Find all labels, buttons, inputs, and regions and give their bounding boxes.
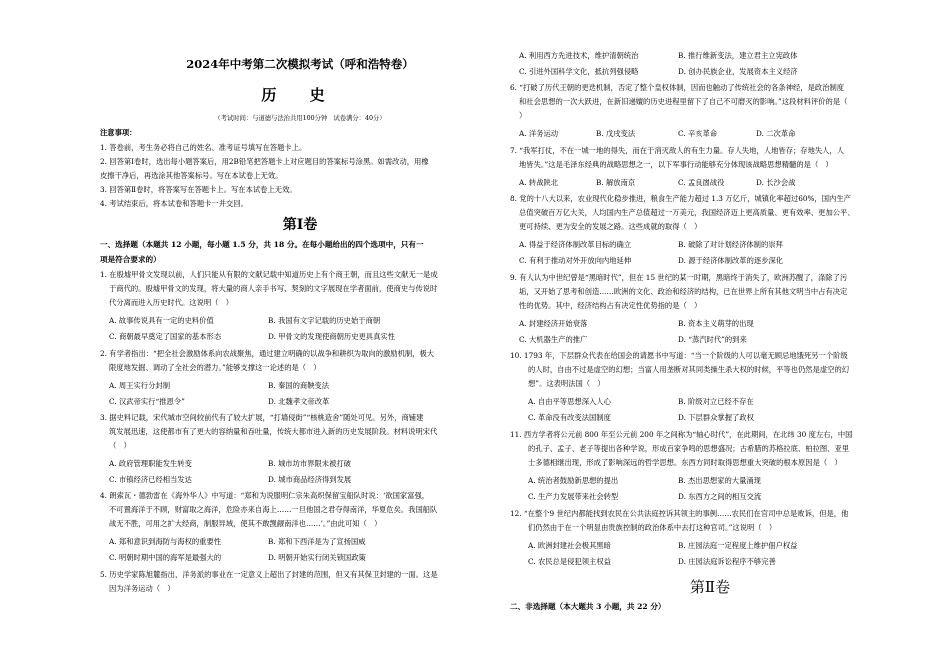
- option: A. 欧洲封建社会极其黑暗: [528, 541, 611, 550]
- option: B. 郑和下西洋是为了宣扬国威: [268, 537, 366, 546]
- option: A. 统治者鼓励新思想的提出: [528, 476, 619, 485]
- question-line: 士多德相继出现，形成了影响深远的哲学思想。东西方同时取得思想重大突破的根本原因是（ ）: [528, 458, 842, 467]
- notice-heading: 注意事项：: [100, 128, 137, 137]
- option: D. 北魏孝文帝改革: [268, 397, 330, 406]
- question-line: 不可置海洋于不顾，财富取之海洋，危险亦来自海上……一旦他国之君夺得南洋，华夏危矣。我国船队: [109, 505, 438, 514]
- question-line: 6. “打破了历代王朝的更迭机制，否定了整个皇权体制，因而也触动了传统社会的各条神经，是政治制度: [510, 83, 845, 92]
- question-line: 的孔子、孟子、老子等提出各种学说，形成百家争鸣的思想盛况；古希腊的苏格拉底、柏拉图、亚里: [528, 444, 850, 453]
- question-line: 8. 党的十八大以来，农业现代化稳步推进，粮食生产能力超过 1.3 万亿斤，城镇化率超过60%，国内生产: [510, 194, 851, 203]
- question-line: 战无不胜，可用之扩大经商，制服异域，使其不敢觊觎南洋也……’。”由此可知（ ）: [109, 519, 382, 528]
- notice-line: 2. 回答第Ⅰ卷时，选出每小题答案后，用2B铅笔把答题卡上对应题目的答案标号涂黑。如需改动，用橡: [100, 157, 429, 166]
- option: D. 庄园法庭诉讼程序不够完善: [678, 557, 776, 566]
- question-line: 筑发展迅速，这使都市有了更大的容纳量和吞吐量，传统大都市进入新的历史发展阶段。材料说明宋代: [109, 427, 438, 436]
- option: B. 推行维新变法，建立君主立宪政体: [678, 51, 798, 60]
- option: B. 戊戌变法: [596, 129, 636, 138]
- question-line: 9. 有人认为中世纪曾是“黑暗时代”，但在 15 世纪的某一时期，黑暗终于消失了，欧洲苏醒了，涤除了污: [510, 273, 848, 282]
- option: D. 明朝开始实行闭关锁国政策: [268, 553, 366, 562]
- question-line: 的人时，自由不过是虚空的幻想；当富人用垄断对其同类操生杀大权的时候，平等也仍然是虚空的幻: [528, 365, 850, 374]
- option: C. 有利于推动对外开放向内地延伸: [519, 256, 632, 265]
- option: C. 生产力发展带来社会转型: [528, 492, 619, 501]
- question-line: 垢，又开始了思考和创造……欧洲的文化、政治和经济的结构，已在世界上所有其他文明当中占有决定: [519, 287, 848, 296]
- question-line: ）: [519, 111, 527, 120]
- option: B. 杰出思想家的大量涌现: [678, 476, 761, 485]
- option: B. 解放南京: [596, 178, 636, 187]
- volume-two-heading: 第Ⅱ卷: [689, 578, 731, 596]
- option: A. 周王实行分封制: [109, 381, 170, 390]
- option: C. 辛亥革命: [678, 129, 718, 138]
- option: B. 资本主义萌芽的出现: [678, 319, 754, 328]
- notice-line: 1. 答卷前，考生务必将自己的姓名、准考证号填写在答题卡上。: [100, 143, 307, 152]
- question-line: 12. “在整个9 世纪内都能找到农民在公共法庭控诉其领主的事例……农民们在官司中总是败诉，但是，他: [510, 509, 849, 518]
- option: A. 利用西方先进技术，维护清朝统治: [519, 51, 639, 60]
- question-line: 性的优势。其中，经济结构占有决定性优势指的是（ ）: [519, 301, 702, 310]
- question-line: 因为洋务运动（ ）: [109, 584, 175, 593]
- option: C. 汉武帝实行“推恩令”: [109, 397, 185, 406]
- option: A. 故事传说具有一定的史料价值: [109, 316, 214, 325]
- option: B. 秦国的商鞅变法: [268, 381, 330, 390]
- option: D. 城市商品经济得到发展: [268, 475, 352, 484]
- option: D. 长沙会战: [756, 178, 796, 187]
- question-line: 4. 朗索瓦・德勃雷在《海外华人》中写道：“郑和为说服明仁宗朱高炽保留宝船队时说：‘欲国家富强，: [100, 491, 430, 500]
- option: B. 破除了对计划经济体制的崇拜: [678, 240, 783, 249]
- question-line: 们仍然由于在一个明显由贵族控制的政治体系中去打这种官司。”这说明（ ）: [528, 523, 777, 532]
- question-line: 7. “我军打仗，不在一城一地的得失，而在于消灭敌人的有生力量。存人失地，人地皆存；存地失人，人: [510, 146, 845, 155]
- question-line: 想”。这表明法国（ ）: [528, 379, 605, 388]
- option: D. 甲骨文的发现使商朝历史更具真实性: [268, 332, 395, 341]
- question-line: 限度地发掘、调动了全社会的潜力。”能够支撑这一论述的是（ ）: [109, 363, 321, 372]
- option: A. 封建经济开始衰落: [519, 319, 588, 328]
- option: D. 二次革命: [756, 129, 796, 138]
- notice-line: 3. 回答第Ⅱ卷时，将答案写在答题卡上。写在本试卷上无效。: [100, 185, 297, 194]
- volume-one-heading: 第Ⅰ卷: [282, 217, 318, 233]
- notice-line: 4. 考试结束后，将本试卷和答题卡一并交回。: [100, 199, 248, 208]
- option: A. 洋务运动: [519, 129, 559, 138]
- exam-title: 2024年中考第二次模拟考试（呼和浩特卷）: [186, 57, 414, 71]
- option: B. 城市坊市界限未被打破: [268, 459, 351, 468]
- option: C. 引进外国科学文化，抵抗列强侵略: [519, 67, 639, 76]
- option: D. 创办民族企业，发展资本主义经济: [678, 67, 798, 76]
- question-line: 5. 历史学家陈旭麓指出，洋务派的事业在一定意义上超出了封建的范围，但又有其保卫封建的一面。这是: [100, 570, 438, 579]
- option: D. 下层群众掌握了政权: [678, 413, 754, 422]
- option: D. 东西方之间的相互交流: [678, 492, 762, 501]
- option: A. 转战陕北: [519, 178, 559, 187]
- exam-note: （考试时间：与道德与法治共用100分钟 试卷满分：40分）: [214, 115, 386, 122]
- option: A. 郑和意识到海防与海权的重要性: [109, 537, 222, 546]
- question-line: 更可持续、更为安全的发展之路。这些成就的取得（ ）: [519, 222, 702, 231]
- question-line: 3. 据史料记载，宋代城市空间较前代有了较大扩展，“打墙侵街”“核桃造舍”随处可见。另外，商铺建: [100, 413, 424, 422]
- option: A. 得益于经济体制改革目标的确立: [519, 240, 632, 249]
- option: C. 大机器生产的推广: [519, 335, 588, 344]
- subject-title: 历 史: [261, 86, 339, 104]
- section-heading: 一、选择题（本题共 12 小题，每小题 1.5 分，共 18 分。在每小题给出的四个选项中，只有一: [100, 240, 424, 249]
- option: C. 农民总是侵犯领主权益: [528, 557, 611, 566]
- question-line: 于商代的。殷墟甲骨文的发现，将大量的商人亲手书写、契刻的文字展现在学者面前，使商史与传说时: [109, 284, 438, 293]
- option: C. 孟良崮战役: [678, 178, 725, 187]
- section-heading: 二、非选择题（本大题共 3 小题，共 22 分）: [510, 602, 666, 611]
- option: C. 明朝时期中国的海军是最强大的: [109, 553, 222, 562]
- notice-line: 皮擦干净后，再选涂其他答案标号。写在本试卷上无效。: [100, 171, 283, 180]
- question-line: 2. 有学者指出：“把全社会激励体系向农战聚焦，通过建立明确的以战争和耕织为取向的激励机制，极大: [100, 349, 435, 358]
- option: D. “蒸汽时代”的到来: [678, 335, 747, 344]
- question-line: （ ）: [109, 441, 131, 450]
- option: A. 自由平等思想深入人心: [528, 397, 611, 406]
- question-line: 1. 在殷墟甲骨文发现以前，人们只能从有限的文献记载中知道历史上有个商王朝，而且这些文献无一是成: [100, 270, 438, 279]
- option: D. 源于经济体制改革的逐步深化: [678, 256, 784, 265]
- option: B. 阶级对立已经不存在: [678, 397, 754, 406]
- question-line: 10. 1793 年，下层群众代表在给国会的请愿书中写道：“当一个阶级的人可以毫无顾忌地饿死另一个阶级: [510, 351, 848, 360]
- option: B. 庄园法庭一定程度上维护佃户权益: [678, 541, 798, 550]
- option: C. 市镇经济已经相当发达: [109, 475, 192, 484]
- option: C. 革命没有改变法国制度: [528, 413, 611, 422]
- question-line: 总值突破百万亿大关，人均国内生产总值超过一万美元，我国经济迈上更高质量、更有效率、更加公平、: [519, 208, 855, 217]
- section-heading: 项是符合要求的）: [100, 255, 161, 264]
- option: A. 政府管理职能发生转变: [109, 459, 192, 468]
- question-line: 代分离而进入历史时代。这说明（ ）: [109, 298, 234, 307]
- question-line: 地皆失。”这是毛泽东经典的战略思想之一，以下军事行动能够充分体现该战略思想精髓的是（ ）: [519, 160, 833, 169]
- question-line: 和社会思想的一次大跃进，在新旧递嬗的历史进程里留下了自己不可磨灭的影响。”这段材料评价的是（: [519, 97, 848, 106]
- question-line: 11. 西方学者将公元前 800 年至公元前 200 年之间称为“轴心时代”，在此期间，在北纬 30 度左右，中国: [510, 430, 853, 439]
- option: B. 我国有文字记载的历史始于商朝: [268, 316, 381, 325]
- option: C. 商朝最早奠定了国家的基本形态: [109, 332, 222, 341]
